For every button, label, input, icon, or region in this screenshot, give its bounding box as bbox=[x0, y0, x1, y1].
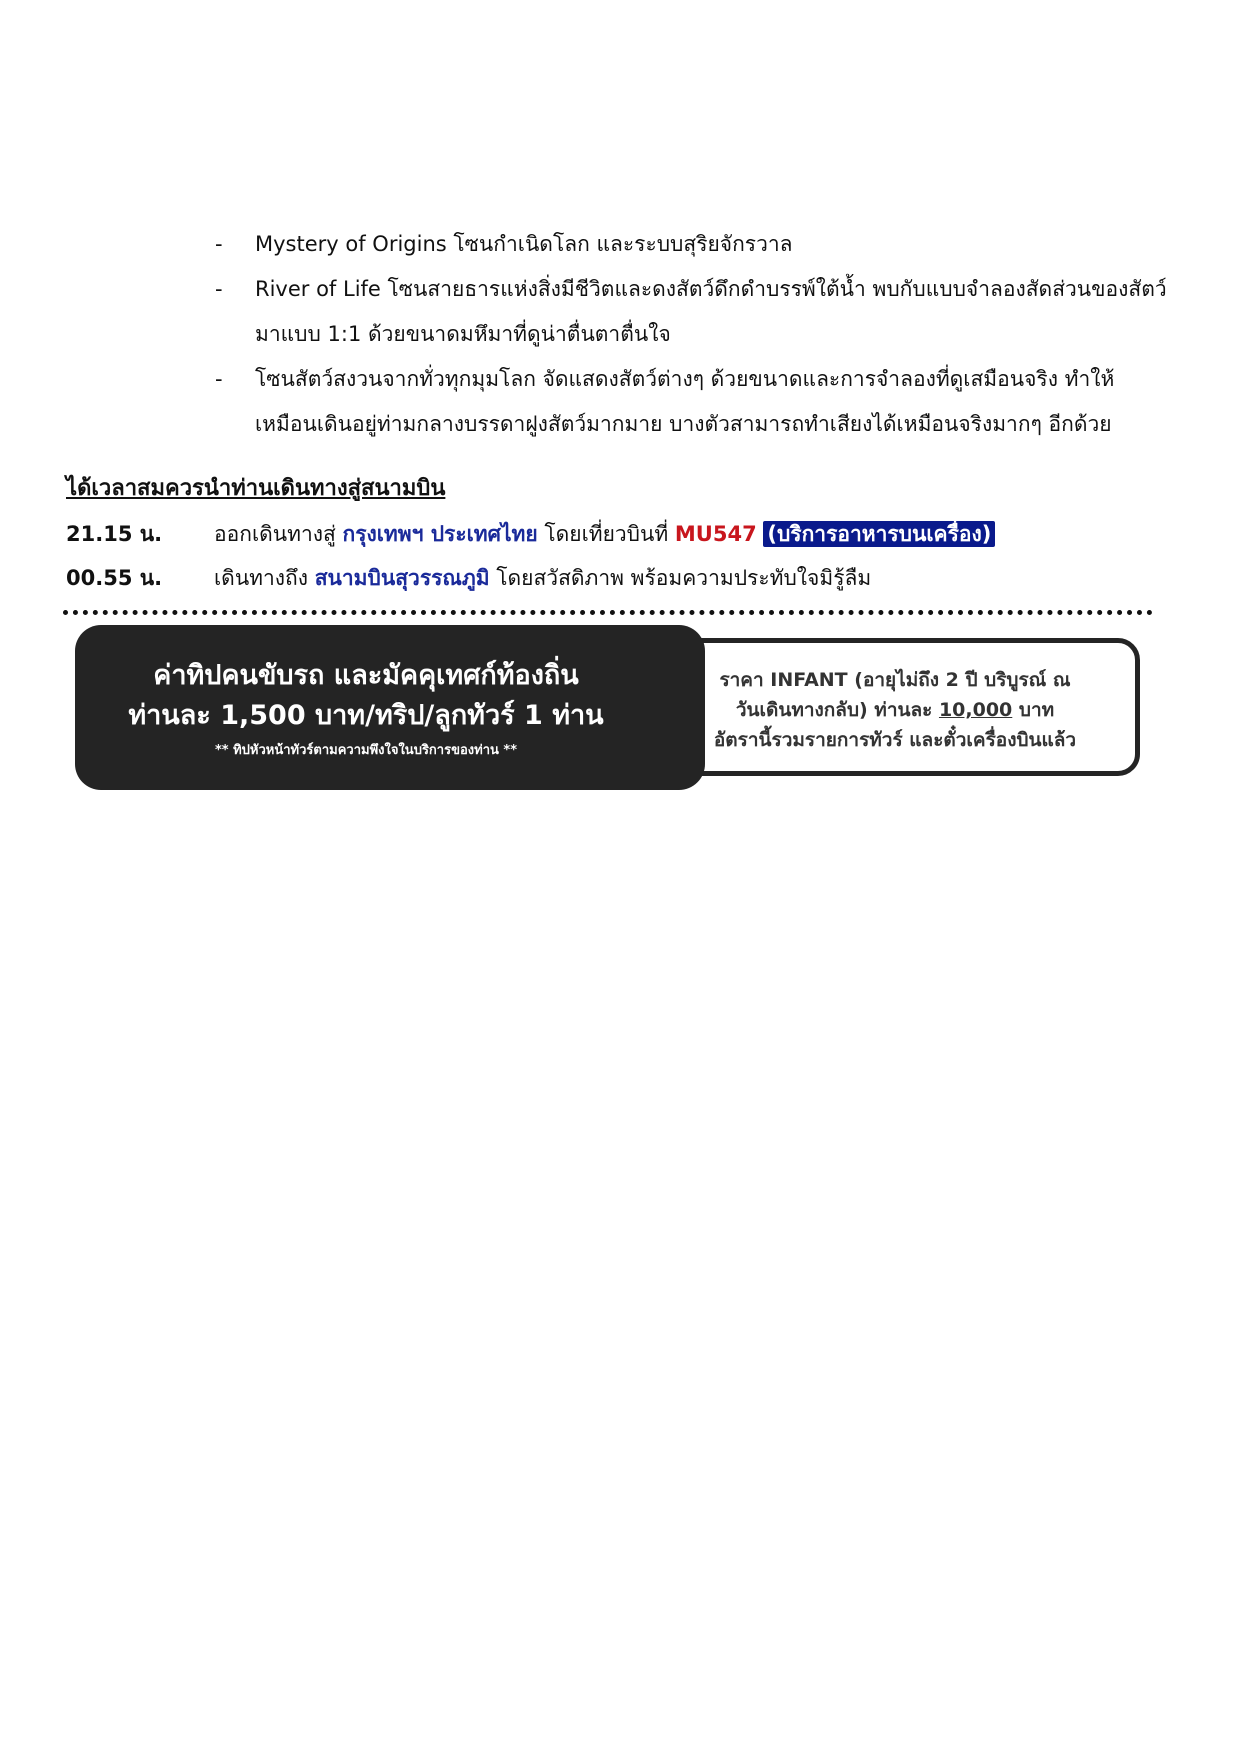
dotted-divider bbox=[63, 610, 1153, 615]
infant-price-text: วันเดินทางกลับ) ท่านละ bbox=[735, 699, 939, 721]
arrival-text-after: โดยสวัสดิภาพ พร้อมความประทับใจมิรู้ลืม bbox=[489, 566, 872, 590]
bullet-text: โซนสัตว์สงวนจากทั่วทุกมุมโลก จัดแสดงสัตว์ต่างๆ ด้วยขนาดและการจำลองที่ดูเสมือนจริง ทำให้เหมือนเดินอยู่ท่ามกลางบรรดาฝูงสัตว์มากมาย บางตัวสามารถทำเสียงได้เหมือนจริงมากๆ อีกด้วย bbox=[255, 367, 1115, 436]
bullet-dash: - bbox=[215, 277, 223, 301]
bullet-text: River of Life โซนสายธารแห่งสิ่งมีชีวิตและดงสัตว์ดึกดำบรรพ์ใต้น้ำ พบกับแบบจำลองสัดส่วนของสัตว์มาแบบ 1:1 ด้วยขนาดมหึมาที่ดูน่าตื่นตาตื่นใจ bbox=[255, 277, 1167, 346]
meal-service-badge: (บริการอาหารบนเครื่อง) bbox=[763, 521, 995, 547]
section-heading: ได้เวลาสมควรนำท่านเดินทางสู่สนามบิน bbox=[66, 476, 446, 501]
list-item bbox=[215, 222, 1175, 267]
tip-line-1: ค่าทิปคนขับรถ และมัคคุเทศก์ท้องถิ่น bbox=[153, 660, 579, 691]
flight-row-arrival bbox=[66, 562, 871, 595]
bullet-text: Mystery of Origins โซนกำเนิดโลก และระบบสุริยจักรวาล bbox=[255, 232, 793, 256]
infant-price-amount: 10,000 bbox=[938, 699, 1013, 721]
departure-time: 21.15 น. bbox=[66, 522, 163, 546]
exhibit-zone-list bbox=[215, 222, 1175, 447]
list-item bbox=[215, 357, 1175, 447]
tip-note: ** ทิปหัวหน้าทัวร์ตามความพึงใจในบริการของท่าน ** bbox=[214, 743, 518, 758]
flight-text: โดยเที่ยวบินที่ bbox=[537, 522, 675, 546]
infant-price-line-3: อัตรานี้รวมรายการทัวร์ และตั๋วเครื่องบินแล้ว bbox=[713, 729, 1077, 751]
bullet-dash: - bbox=[215, 367, 223, 391]
departure-text: ออกเดินทางสู่ bbox=[214, 522, 343, 546]
tip-line-2: ท่านละ 1,500 บาท/ทริป/ลูกทัวร์ 1 ท่าน bbox=[128, 700, 604, 731]
arrival-text: เดินทางถึง bbox=[214, 566, 315, 590]
infant-price-line-2 bbox=[655, 695, 1135, 725]
airport-name: สนามบินสุวรรณภูมิ bbox=[314, 566, 490, 590]
infant-price-currency: บาท bbox=[1012, 699, 1055, 721]
bullet-dash: - bbox=[215, 232, 223, 256]
flight-number: MU547 bbox=[674, 522, 757, 546]
infant-price-box bbox=[650, 638, 1140, 776]
infant-price-line-1: ราคา INFANT (อายุไม่ถึง 2 ปี บริบูรณ์ ณ bbox=[719, 669, 1071, 691]
flight-row-departure bbox=[66, 518, 995, 551]
list-item bbox=[215, 267, 1175, 357]
tip-info-box bbox=[75, 625, 705, 790]
destination-name: กรุงเทพฯ ประเทศไทย bbox=[342, 522, 538, 546]
arrival-time: 00.55 น. bbox=[66, 566, 163, 590]
